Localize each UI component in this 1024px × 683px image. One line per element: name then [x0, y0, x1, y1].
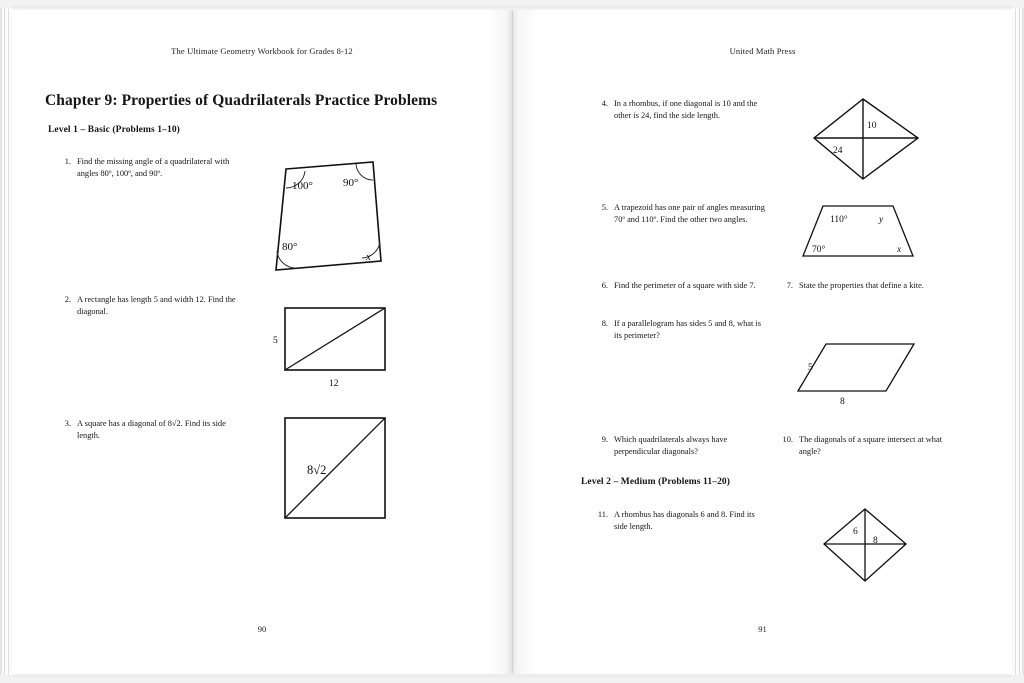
- rectangle-diagonal: [285, 308, 385, 370]
- level-2-heading: Level 2 – Medium (Problems 11–20): [581, 477, 731, 487]
- label-parallelogram-side-5: 5: [808, 363, 813, 373]
- problem-3: [54, 418, 244, 441]
- figure-parallelogram: [796, 334, 936, 406]
- problem-5-text: A trapezoid has one pair of angles measuring 70º and 110º. Find the other two angles.: [614, 203, 765, 224]
- problem-6-text: Find the perimeter of a square with side 7.: [614, 281, 756, 290]
- problem-5-number: 5.: [601, 203, 608, 212]
- problem-2: [54, 294, 244, 317]
- problem-9: [591, 434, 756, 457]
- problem-11-number: 11.: [597, 510, 608, 519]
- page-number-right: 91: [758, 624, 767, 634]
- problem-6-number: 6.: [601, 281, 608, 290]
- label-side-12: 12: [329, 379, 339, 389]
- page-right: [513, 10, 1012, 674]
- label-angle-y: y: [879, 215, 884, 225]
- problem-10: [776, 434, 956, 457]
- page-stack-right-edge: [1010, 8, 1024, 675]
- label-angle-70: 70°: [812, 245, 826, 255]
- label-side-5: 5: [273, 336, 278, 346]
- problem-9-text: Which quadrilaterals always have perpendicular diagonals?: [614, 435, 728, 456]
- problem-10-number: 10.: [782, 435, 793, 444]
- level-1-heading: Level 1 – Basic (Problems 1–10): [48, 125, 180, 135]
- label-diagonal-24: 24: [833, 146, 843, 156]
- figure-trapezoid: [796, 198, 926, 270]
- problem-7: [776, 280, 956, 292]
- problem-1-text: Find the missing angle of a quadrilateral with angles 80º, 100º, and 90º.: [77, 157, 230, 178]
- page-left: [12, 10, 512, 674]
- angle-arc-80: [277, 251, 295, 268]
- label-diagonal-6: 6: [853, 527, 858, 537]
- problem-7-number: 7.: [786, 281, 793, 290]
- figure-rectangle-with-diagonal: [267, 300, 407, 410]
- problem-2-number: 2.: [64, 295, 71, 304]
- running-head-left: The Ultimate Geometry Workbook for Grades 8-12: [171, 46, 353, 56]
- parallelogram-outline: [798, 344, 914, 391]
- problem-11: [591, 509, 766, 532]
- problem-3-number: 3.: [64, 419, 71, 428]
- label-angle-80: 80°: [282, 241, 298, 253]
- problem-4: [591, 98, 771, 121]
- figure-square-with-diagonal: [267, 412, 407, 542]
- angle-arc-90: [356, 164, 373, 180]
- problem-6: [591, 280, 756, 292]
- problem-7-text: State the properties that define a kite.: [799, 281, 924, 290]
- problem-9-number: 9.: [601, 435, 608, 444]
- page-number-left: 90: [257, 624, 267, 634]
- problem-8-number: 8.: [601, 319, 608, 328]
- problem-1-number: 1.: [64, 157, 71, 166]
- problem-1: [54, 156, 244, 179]
- label-diagonal-10: 10: [867, 121, 877, 131]
- figure-rhombus-10-24: [808, 90, 938, 200]
- problem-2-text: A rectangle has length 5 and width 12. Find the diagonal.: [77, 295, 236, 316]
- problem-8-text: If a parallelogram has sides 5 and 8, what is its perimeter?: [614, 319, 761, 340]
- problem-4-number: 4.: [601, 99, 608, 108]
- label-diagonal-8: 8: [873, 536, 878, 546]
- label-angle-x: x: [366, 251, 371, 263]
- rhombus-outline: [814, 99, 918, 179]
- label-diagonal-8root2: 8√2: [307, 463, 327, 477]
- problem-10-text: The diagonals of a square intersect at what angle?: [799, 435, 943, 456]
- label-angle-100: 100°: [292, 180, 313, 192]
- figure-irregular-quadrilateral: [255, 156, 405, 281]
- problem-11-text: A rhombus has diagonals 6 and 8. Find its side length.: [614, 510, 755, 531]
- figure-rhombus-6-8: [818, 497, 928, 597]
- label-parallelogram-side-8: 8: [840, 397, 845, 407]
- square-diagonal: [285, 418, 385, 518]
- label-angle-110: 110°: [830, 215, 848, 225]
- chapter-title: Chapter 9: Properties of Quadrilaterals Practice Problems: [45, 92, 438, 109]
- running-head-right: United Math Press: [729, 46, 796, 56]
- problem-3-text: A square has a diagonal of 8√2. Find its side length.: [77, 419, 226, 440]
- problem-4-text: In a rhombus, if one diagonal is 10 and the other is 24, find the side length.: [614, 99, 758, 120]
- label-angle-x-trapezoid: x: [897, 245, 902, 255]
- angle-arc-x: [362, 242, 380, 258]
- problem-5: [591, 202, 771, 225]
- problem-8: [591, 318, 761, 341]
- label-angle-90: 90°: [343, 177, 359, 189]
